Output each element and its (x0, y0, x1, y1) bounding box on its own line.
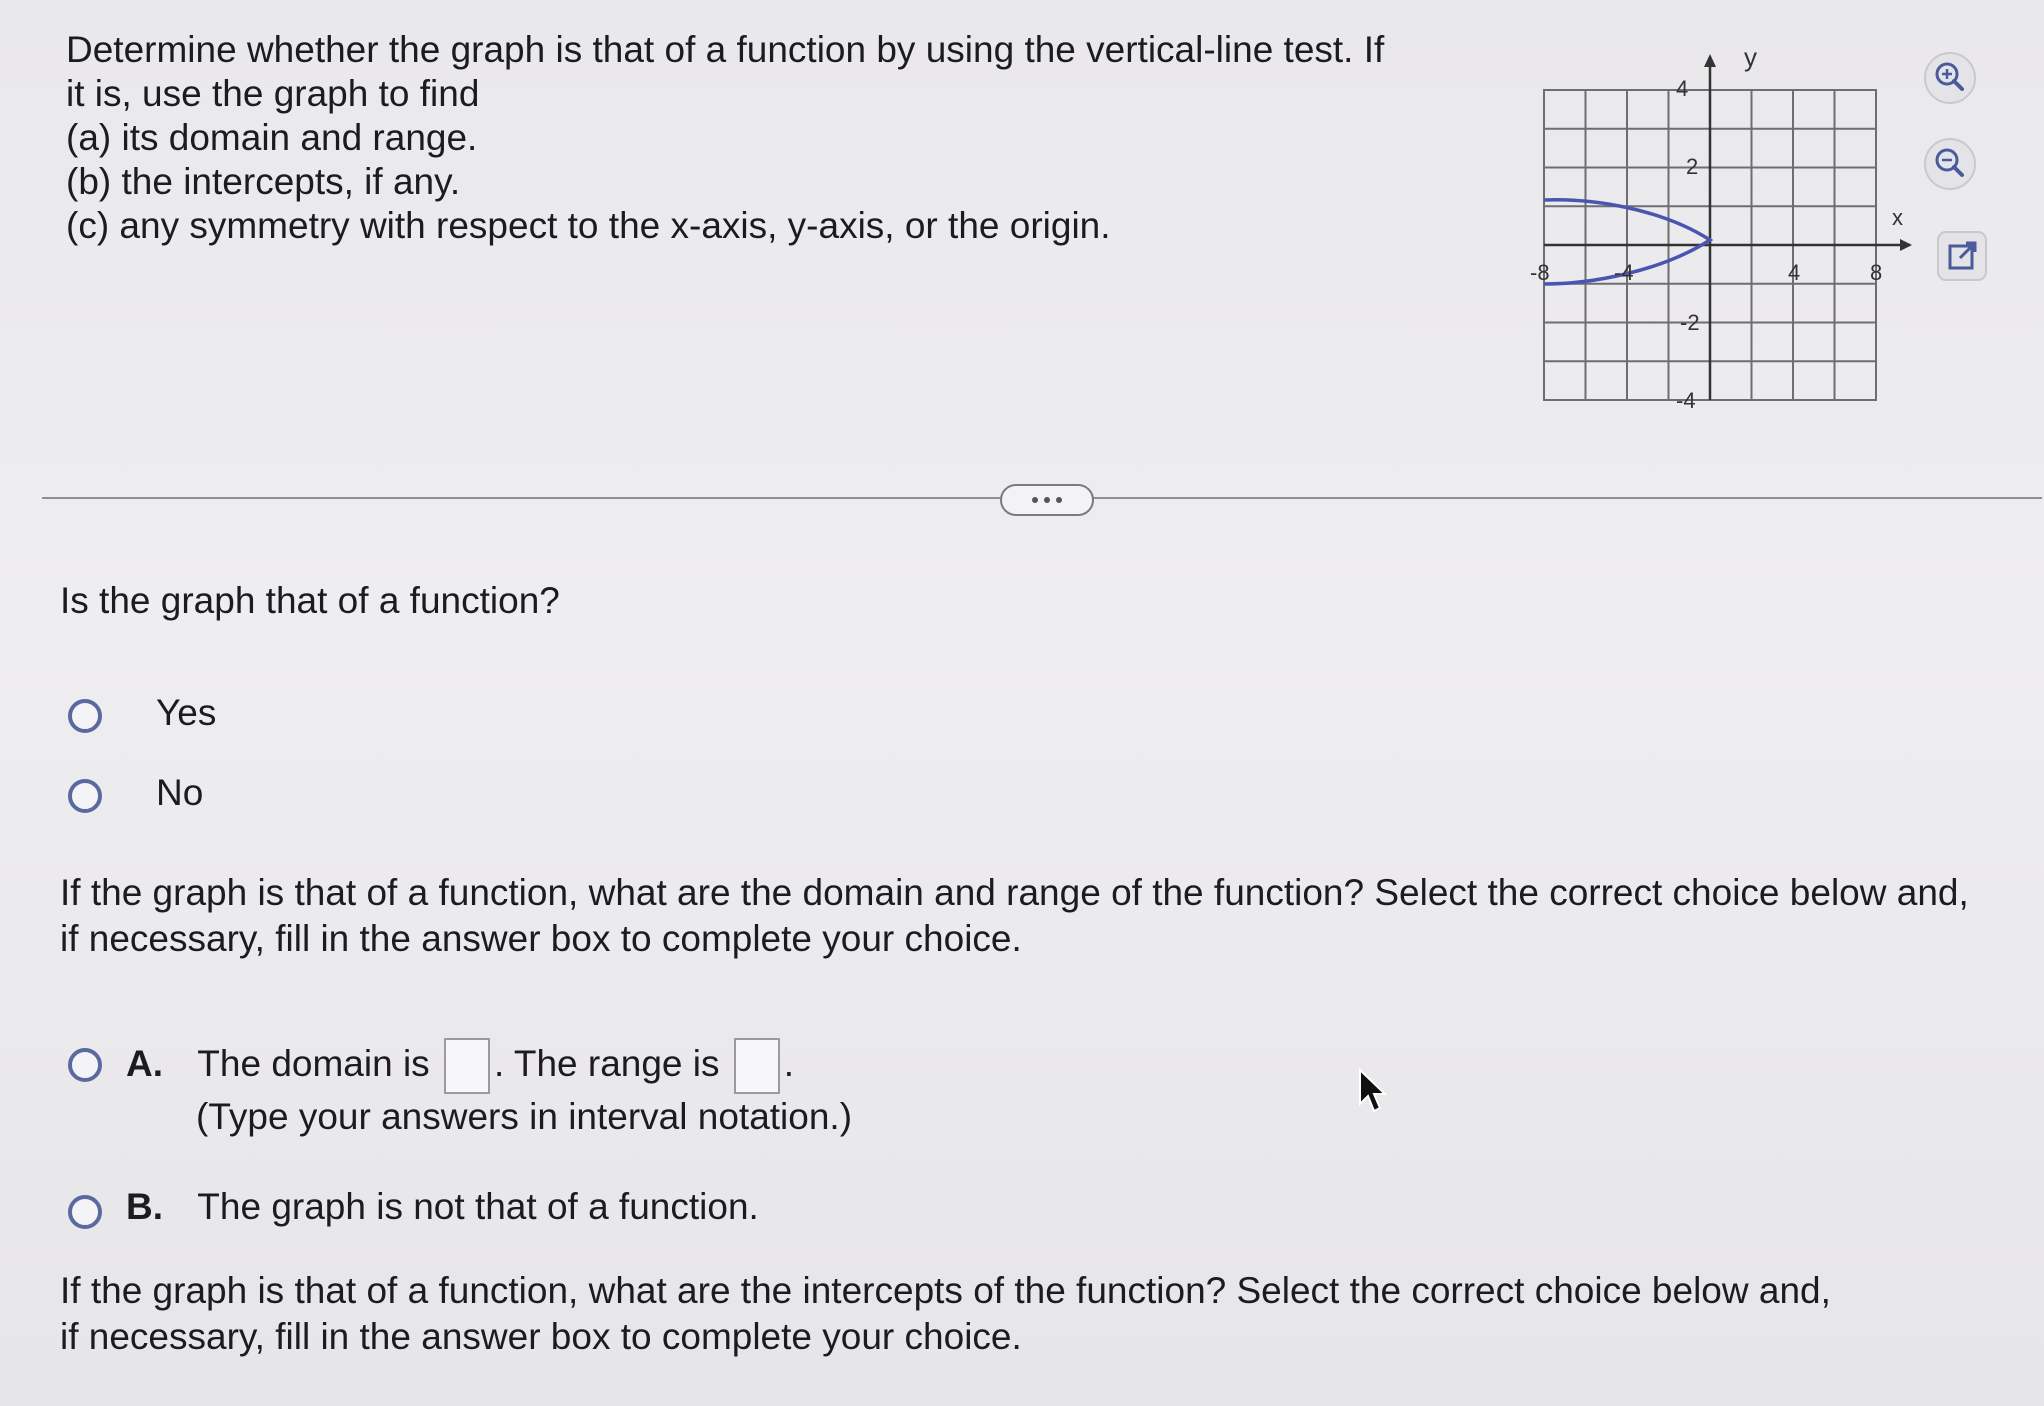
x-axis-arrow (1900, 239, 1912, 251)
x-tick-label: 4 (1788, 260, 1801, 285)
option-a-domain-text: The domain is (197, 1042, 430, 1084)
dot-icon (1032, 497, 1038, 503)
prompt-line: (a) its domain and range. (66, 117, 478, 158)
radio-option-a[interactable] (68, 1048, 102, 1082)
expand-more-button[interactable] (1000, 484, 1094, 516)
y-tick-label: 2 (1686, 154, 1699, 179)
option-a-hint: (Type your answers in interval notation.) (196, 1096, 853, 1137)
prompt-line: (c) any symmetry with respect to the x-axis, y-axis, or the origin. (66, 205, 1111, 246)
question-domain-range-line2: if necessary, fill in the answer box to complete your choice. (60, 918, 1022, 959)
pop-out-icon[interactable] (1934, 228, 1990, 284)
option-a-row (126, 1038, 794, 1094)
x-tick-label: 8 (1870, 260, 1883, 285)
radio-no[interactable] (68, 779, 102, 813)
y-axis-label: y (1744, 42, 1757, 72)
domain-answer-box[interactable] (444, 1038, 490, 1094)
question-function: Is the graph that of a function? (60, 580, 560, 621)
y-tick-label: -4 (1676, 388, 1696, 413)
problem-prompt (66, 28, 1384, 248)
option-b-letter: B. (126, 1186, 163, 1227)
y-axis-arrow (1704, 54, 1716, 67)
x-axis-label: x (1892, 205, 1903, 230)
question-domain-range-line1: If the graph is that of a function, what are the domain and range of the function? Select the correct choice below and, (60, 872, 1969, 913)
option-a-range-text: . The range is (493, 1042, 720, 1084)
radio-yes[interactable] (68, 699, 102, 733)
option-b-row[interactable] (126, 1186, 759, 1228)
graph-figure (1530, 40, 1930, 420)
x-tick-label: -4 (1614, 260, 1634, 285)
prompt-line: Determine whether the graph is that of a function by using the vertical-line test. If (66, 29, 1385, 70)
option-a-period: . (783, 1042, 795, 1084)
option-b-text: The graph is not that of a function. (197, 1186, 759, 1227)
prompt-line: it is, use the graph to find (66, 73, 480, 114)
zoom-out-icon[interactable] (1922, 136, 1978, 192)
dot-icon (1044, 497, 1050, 503)
question-intercepts-line2: if necessary, fill in the answer box to complete your choice. (60, 1316, 1022, 1357)
x-tick-label: -8 (1530, 260, 1550, 285)
range-answer-box[interactable] (734, 1038, 780, 1094)
question-intercepts-line1: If the graph is that of a function, what are the intercepts of the function? Select the correct choice below and, (60, 1270, 1831, 1311)
zoom-in-icon[interactable] (1922, 50, 1978, 106)
y-tick-label: 4 (1676, 76, 1689, 101)
radio-option-b[interactable] (68, 1195, 102, 1229)
y-tick-label: -2 (1680, 310, 1700, 335)
dot-icon (1056, 497, 1062, 503)
option-yes-label[interactable]: Yes (156, 692, 217, 733)
option-no-label[interactable]: No (156, 772, 204, 813)
prompt-line: (b) the intercepts, if any. (66, 161, 461, 202)
graph-svg (1530, 40, 1930, 420)
option-a-letter: A. (126, 1042, 163, 1084)
mouse-cursor-icon (1358, 1068, 1388, 1119)
